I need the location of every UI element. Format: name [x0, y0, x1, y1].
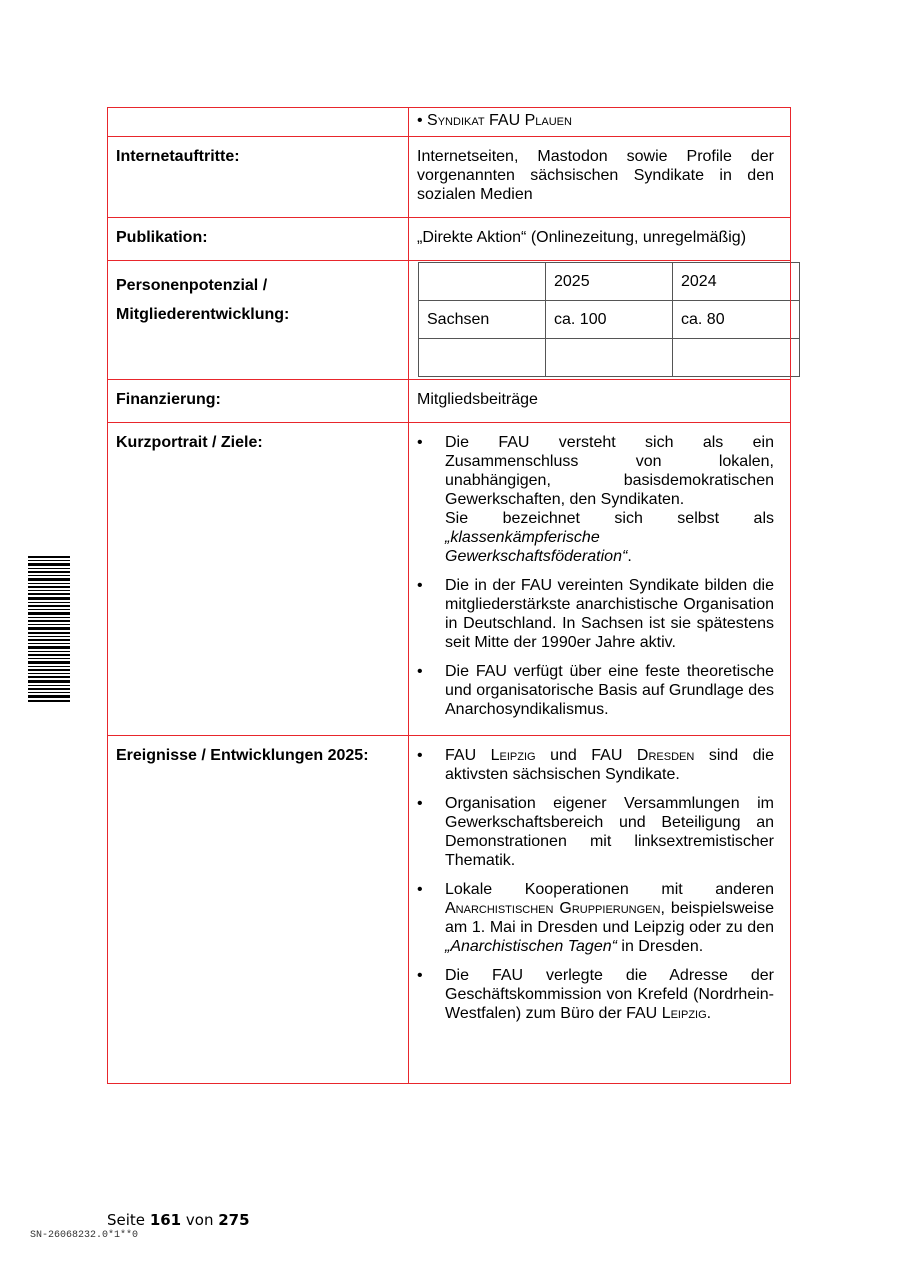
syndikat-plauen-item: • Syndikat FAU Plauen	[417, 112, 572, 129]
table-cell: ca. 100	[546, 301, 673, 339]
table-cell	[419, 339, 546, 377]
kurzportrait-label: Kurzportrait / Ziele:	[108, 423, 409, 736]
ereignisse-list	[417, 746, 774, 1023]
row-internetauftritte	[108, 137, 791, 218]
publikation-value: „Direkte Aktion“ (Onlinezeitung, unregelmäßig)	[409, 218, 791, 261]
ereignisse-label: Ereignisse / Entwicklungen 2025:	[108, 736, 409, 1084]
table-cell	[673, 339, 800, 377]
table-header-cell	[419, 263, 546, 301]
row-kurzportrait	[108, 423, 791, 736]
row-personenpotenzial	[108, 261, 791, 380]
profile-table	[107, 107, 791, 1084]
table-header-cell: 2025	[546, 263, 673, 301]
row-syndikate-continued	[108, 108, 791, 137]
list-item: • Organisation eigener Versammlungen im Gewerkschaftsbereich und Beteiligung an Demonstrationen mit linksextremistischer Thematik.	[417, 794, 774, 870]
table-cell: Sachsen	[419, 301, 546, 339]
page-number: Seite 161 von 275	[107, 1211, 250, 1229]
barcode	[28, 556, 70, 716]
publikation-label: Publikation:	[108, 218, 409, 261]
list-item: • Die in der FAU vereinten Syndikate bilden die mitgliederstärkste anarchistische Organisation in Deutschland. In Sachsen ist sie spätestens seit Mitte der 1990er Jahre aktiv.	[417, 576, 774, 652]
table-row	[419, 301, 800, 339]
finanzierung-label: Finanzierung:	[108, 380, 409, 423]
list-item: • Lokale Kooperationen mit anderen Anarchistischen Gruppierungen, beispielsweise am 1. Mai in Dresden und Leipzig oder zu den „Anarchistischen Tagen“ in Dresden.	[417, 880, 774, 956]
list-item: • Die FAU verlegte die Adresse der Geschäftskommission von Krefeld (Nordrhein-Westfalen) zum Büro der FAU Leipzig.	[417, 966, 774, 1023]
finanzierung-value: Mitgliedsbeiträge	[409, 380, 791, 423]
mitgliederentwicklung-label: Mitgliederentwicklung:	[116, 306, 290, 323]
member-count-table	[418, 262, 800, 377]
internetauftritte-value: Internetseiten, Mastodon sowie Profile der vorgenannten sächsischen Syndikate in den sozialen Medien	[409, 137, 791, 218]
kurzportrait-list	[417, 433, 774, 719]
document-code: SN-26068232.0*1**0	[30, 1230, 139, 1241]
table-row	[419, 339, 800, 377]
list-item: • Die FAU versteht sich als ein Zusammenschluss von lokalen, unabhängigen, basisdemokratischen Gewerkschaften, den Syndikaten. Sie bezeichnet sich selbst als „klassenkämpferische Gewerkschaftsföderation“.	[417, 433, 774, 566]
row-publikation	[108, 218, 791, 261]
list-item: • FAU Leipzig und FAU Dresden sind die aktivsten sächsischen Syndikate.	[417, 746, 774, 784]
table-header-cell: 2024	[673, 263, 800, 301]
internetauftritte-label: Internetauftritte:	[108, 137, 409, 218]
row-finanzierung	[108, 380, 791, 423]
table-cell: ca. 80	[673, 301, 800, 339]
list-item: • Die FAU verfügt über eine feste theoretische und organisatorische Basis auf Grundlage des Anarchosyndikalismus.	[417, 662, 774, 719]
personenpotenzial-label: Personenpotenzial /	[116, 277, 268, 294]
row-ereignisse	[108, 736, 791, 1084]
table-cell	[546, 339, 673, 377]
